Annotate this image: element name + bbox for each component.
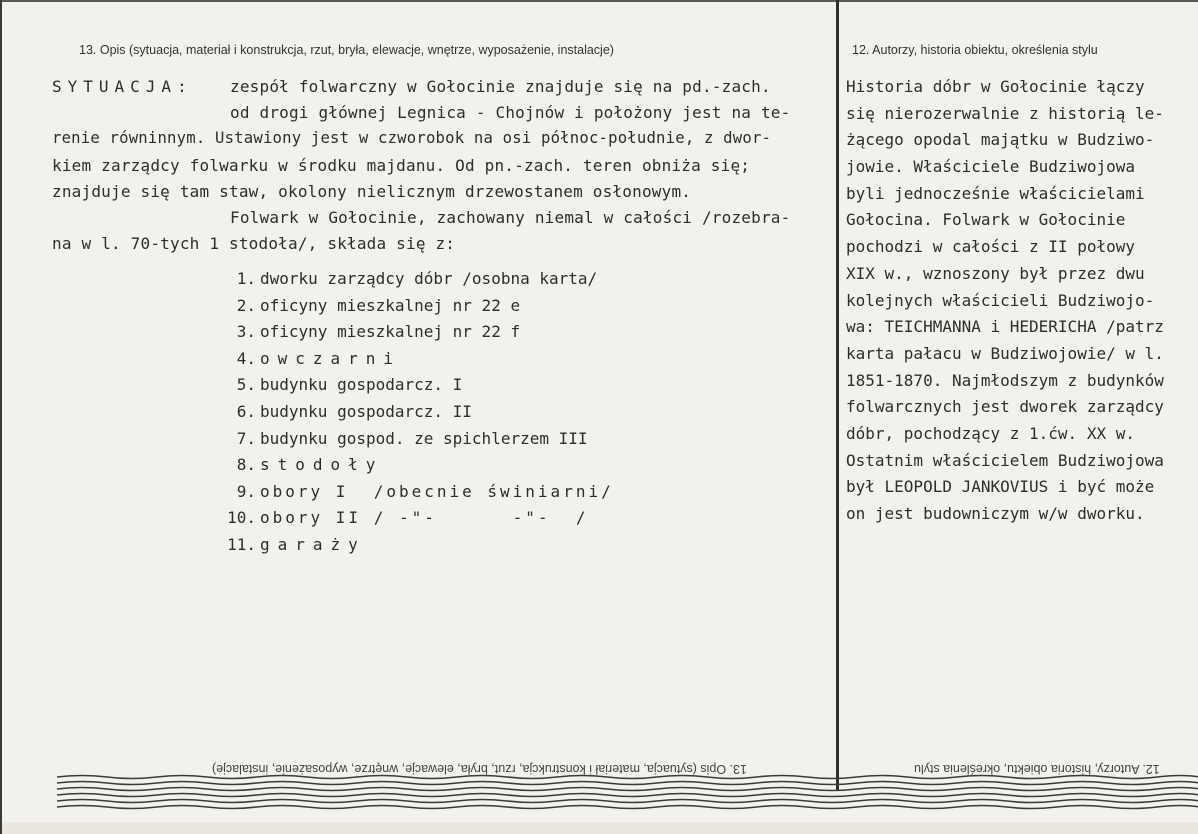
history-line: Historia dóbr w Gołocinie łączy (846, 77, 1145, 96)
column-divider (836, 0, 839, 790)
list-item: 4. owczarni (236, 348, 402, 368)
history-line: żącego opodal majątku w Budziwo- (846, 130, 1155, 150)
wavy-lines-strip (2, 772, 1198, 822)
list-item: 2. oficyny mieszkalnej nr 22 e (236, 295, 521, 315)
history-line: on jest budowniczym w/w dworku. (846, 504, 1145, 523)
history-line: 1851-1870. Najmłodszym z budynków (846, 370, 1164, 390)
history-line: kolejnych właścicieli Budziwojo- (846, 290, 1155, 310)
section-13-header: 13. Opis (sytuacja, materiał i konstrukcja, rzut, bryła, elewacje, wnętrze, wyposażenie, instalacje) (79, 43, 614, 57)
mirrored-section-12-header: 12. Autorzy, historia obiektu, określenia stylu (914, 762, 1160, 776)
list-item: 10. obory II / -"- -"- / (227, 508, 589, 528)
list-item: 3. oficyny mieszkalnej nr 22 f (236, 322, 521, 342)
history-line: wa: TEICHMANNA i HEDERICHA /patrz (846, 317, 1164, 337)
card-top-edge (2, 0, 1198, 2)
buildings-list (222, 266, 614, 559)
history-line: byli jednocześnie właścicielami (846, 183, 1145, 203)
card-bottom-edge (2, 822, 1198, 834)
situation-line-4: kiem zarządcy folwarku w środku majdanu. Od pn.-zach. teren obniża się; (52, 156, 751, 175)
situation-label: SYTUACJA: (52, 77, 193, 96)
list-item: 8. stodoły (236, 455, 384, 475)
situation-line-6: Folwark w Gołocinie, zachowany niemal w całości /rozebra- (230, 208, 791, 227)
history-line: dóbr, pochodzący z 1.ćw. XX w. (846, 423, 1135, 443)
history-line: Gołocina. Folwark w Gołocinie (846, 210, 1126, 230)
list-item: 6. budynku gospodarcz. II (236, 401, 472, 421)
situation-line-2: od drogi głównej Legnica - Chojnów i położony jest na te- (230, 103, 791, 122)
section-12-header: 12. Autorzy, historia obiektu, określenia stylu (852, 43, 1098, 57)
history-line: pochodzi w całości z II połowy (846, 237, 1135, 257)
mirrored-section-13-header: 13. Opis (sytuacja, materiał i konstrukcja, rzut, bryła, elewacje, wnętrze, wyposażenie, instalacje) (212, 762, 747, 776)
situation-line-7: na w l. 70-tych 1 stodoła/, składa się z: (52, 234, 456, 253)
history-line: folwarcznych jest dworek zarządcy (846, 397, 1164, 417)
list-item: 9. obory I /obecnie świniarni/ (236, 481, 614, 501)
list-item: 7. budynku gospod. ze spichlerzem III (236, 428, 588, 448)
history-line: XIX w., wznoszony był przez dwu (846, 263, 1145, 283)
situation-line-1: zespół folwarczny w Gołocinie znajduje się na pd.-zach. (230, 77, 771, 96)
history-line: był LEOPOLD JANKOVIUS i być może (846, 477, 1155, 497)
history-line: się nierozerwalnie z historią le- (846, 103, 1164, 123)
history-line: jowie. Właściciele Budziwojowa (846, 157, 1135, 177)
history-line: karta pałacu w Budziwojowie/ w l. (846, 343, 1164, 363)
situation-line-3: renie równinnym. Ustawiony jest w czworobok na osi północ-południe, z dwor- (52, 129, 772, 147)
list-item: 11. garaży (227, 534, 366, 554)
history-line: Ostatnim właścicielem Budziwojowa (846, 450, 1164, 470)
situation-line-5: znajduje się tam staw, okolony nielicznym drzewostanem osłonowym. (52, 182, 692, 201)
history-text (846, 74, 1164, 528)
list-item: 1. dworku zarządcy dóbr /osobna karta/ (236, 269, 598, 288)
list-item: 5. budynku gospodarcz. I (236, 375, 463, 395)
